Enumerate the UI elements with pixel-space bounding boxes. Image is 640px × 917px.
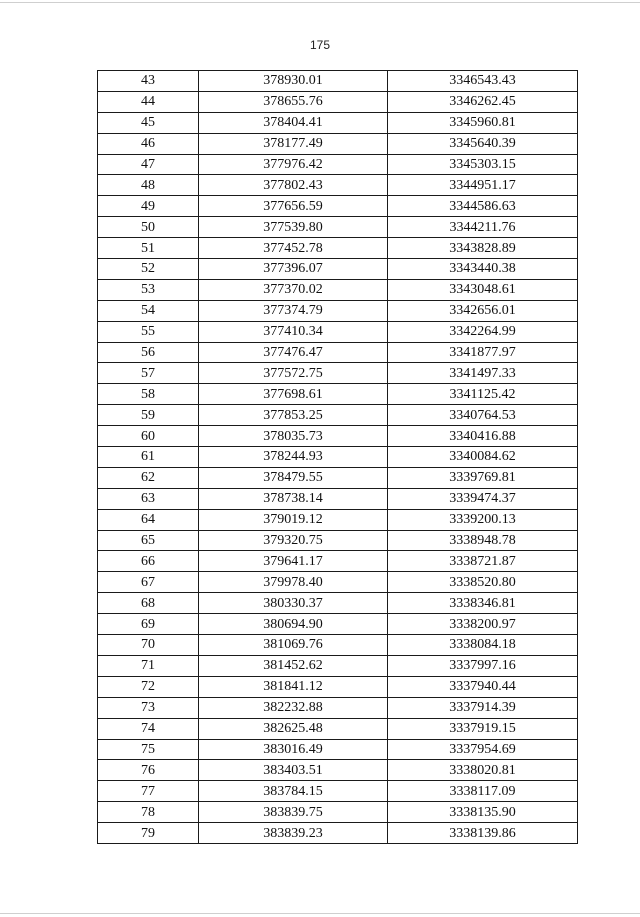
point-number-cell: 68 <box>98 593 199 614</box>
x-coordinate-cell: 383839.23 <box>199 823 388 844</box>
coordinate-table-body <box>98 71 578 844</box>
x-coordinate-cell: 377802.43 <box>199 175 388 196</box>
point-number-cell: 73 <box>98 697 199 718</box>
point-number-cell: 58 <box>98 384 199 405</box>
x-coordinate-cell: 381841.12 <box>199 676 388 697</box>
point-number-cell: 77 <box>98 781 199 802</box>
y-coordinate-cell: 3343440.38 <box>388 259 578 280</box>
y-coordinate-cell: 3341877.97 <box>388 342 578 363</box>
x-coordinate-cell: 377976.42 <box>199 154 388 175</box>
y-coordinate-cell: 3342656.01 <box>388 300 578 321</box>
y-coordinate-cell: 3337940.44 <box>388 676 578 697</box>
y-coordinate-cell: 3337954.69 <box>388 739 578 760</box>
y-coordinate-cell: 3338346.81 <box>388 593 578 614</box>
y-coordinate-cell: 3344951.17 <box>388 175 578 196</box>
x-coordinate-cell: 378404.41 <box>199 112 388 133</box>
x-coordinate-cell: 378177.49 <box>199 133 388 154</box>
point-number-cell: 74 <box>98 718 199 739</box>
x-coordinate-cell: 378244.93 <box>199 447 388 468</box>
x-coordinate-cell: 380694.90 <box>199 614 388 635</box>
top-rule <box>0 2 640 3</box>
x-coordinate-cell: 379019.12 <box>199 509 388 530</box>
x-coordinate-cell: 378738.14 <box>199 488 388 509</box>
point-number-cell: 62 <box>98 467 199 488</box>
table-row <box>98 426 578 447</box>
y-coordinate-cell: 3345960.81 <box>388 112 578 133</box>
point-number-cell: 72 <box>98 676 199 697</box>
y-coordinate-cell: 3343048.61 <box>388 279 578 300</box>
table-row <box>98 551 578 572</box>
x-coordinate-cell: 378479.55 <box>199 467 388 488</box>
point-number-cell: 59 <box>98 405 199 426</box>
point-number-cell: 70 <box>98 635 199 656</box>
y-coordinate-cell: 3344211.76 <box>388 217 578 238</box>
table-row <box>98 593 578 614</box>
x-coordinate-cell: 381069.76 <box>199 635 388 656</box>
y-coordinate-cell: 3338200.97 <box>388 614 578 635</box>
table-row <box>98 509 578 530</box>
x-coordinate-cell: 377396.07 <box>199 259 388 280</box>
point-number-cell: 75 <box>98 739 199 760</box>
table-row <box>98 175 578 196</box>
point-number-cell: 64 <box>98 509 199 530</box>
y-coordinate-cell: 3338721.87 <box>388 551 578 572</box>
table-row <box>98 447 578 468</box>
y-coordinate-cell: 3341497.33 <box>388 363 578 384</box>
table-row <box>98 300 578 321</box>
x-coordinate-cell: 378035.73 <box>199 426 388 447</box>
table-row <box>98 259 578 280</box>
point-number-cell: 53 <box>98 279 199 300</box>
x-coordinate-cell: 380330.37 <box>199 593 388 614</box>
x-coordinate-cell: 377476.47 <box>199 342 388 363</box>
x-coordinate-cell: 381452.62 <box>199 655 388 676</box>
y-coordinate-cell: 3339474.37 <box>388 488 578 509</box>
point-number-cell: 46 <box>98 133 199 154</box>
x-coordinate-cell: 377539.80 <box>199 217 388 238</box>
table-row <box>98 154 578 175</box>
y-coordinate-cell: 3339200.13 <box>388 509 578 530</box>
x-coordinate-cell: 377370.02 <box>199 279 388 300</box>
point-number-cell: 43 <box>98 71 199 92</box>
y-coordinate-cell: 3339769.81 <box>388 467 578 488</box>
x-coordinate-cell: 378655.76 <box>199 91 388 112</box>
y-coordinate-cell: 3342264.99 <box>388 321 578 342</box>
point-number-cell: 79 <box>98 823 199 844</box>
page-number: 175 <box>309 38 331 52</box>
point-number-cell: 60 <box>98 426 199 447</box>
x-coordinate-cell: 377374.79 <box>199 300 388 321</box>
x-coordinate-cell: 383016.49 <box>199 739 388 760</box>
x-coordinate-cell: 377698.61 <box>199 384 388 405</box>
table-row <box>98 530 578 551</box>
y-coordinate-cell: 3346262.45 <box>388 91 578 112</box>
y-coordinate-cell: 3340416.88 <box>388 426 578 447</box>
point-number-cell: 49 <box>98 196 199 217</box>
y-coordinate-cell: 3345303.15 <box>388 154 578 175</box>
y-coordinate-cell: 3338139.86 <box>388 823 578 844</box>
x-coordinate-cell: 377656.59 <box>199 196 388 217</box>
y-coordinate-cell: 3344586.63 <box>388 196 578 217</box>
x-coordinate-cell: 377853.25 <box>199 405 388 426</box>
y-coordinate-cell: 3338520.80 <box>388 572 578 593</box>
table-row <box>98 823 578 844</box>
y-coordinate-cell: 3343828.89 <box>388 238 578 259</box>
y-coordinate-cell: 3337919.15 <box>388 718 578 739</box>
y-coordinate-cell: 3340084.62 <box>388 447 578 468</box>
table-row <box>98 655 578 676</box>
x-coordinate-cell: 382232.88 <box>199 697 388 718</box>
point-number-cell: 76 <box>98 760 199 781</box>
table-row <box>98 363 578 384</box>
table-row <box>98 133 578 154</box>
table-row <box>98 676 578 697</box>
point-number-cell: 78 <box>98 802 199 823</box>
table-row <box>98 697 578 718</box>
table-row <box>98 91 578 112</box>
table-row <box>98 112 578 133</box>
table-row <box>98 739 578 760</box>
point-number-cell: 44 <box>98 91 199 112</box>
point-number-cell: 55 <box>98 321 199 342</box>
y-coordinate-cell: 3338948.78 <box>388 530 578 551</box>
table-row <box>98 718 578 739</box>
point-number-cell: 51 <box>98 238 199 259</box>
table-row <box>98 614 578 635</box>
table-row <box>98 342 578 363</box>
x-coordinate-cell: 379978.40 <box>199 572 388 593</box>
bottom-rule <box>0 913 640 914</box>
y-coordinate-cell: 3345640.39 <box>388 133 578 154</box>
y-coordinate-cell: 3337997.16 <box>388 655 578 676</box>
table-row <box>98 760 578 781</box>
y-coordinate-cell: 3341125.42 <box>388 384 578 405</box>
table-row <box>98 781 578 802</box>
point-number-cell: 56 <box>98 342 199 363</box>
point-number-cell: 50 <box>98 217 199 238</box>
point-number-cell: 65 <box>98 530 199 551</box>
table-row <box>98 467 578 488</box>
point-number-cell: 71 <box>98 655 199 676</box>
x-coordinate-cell: 377452.78 <box>199 238 388 259</box>
table-row <box>98 488 578 509</box>
y-coordinate-cell: 3338020.81 <box>388 760 578 781</box>
x-coordinate-cell: 377410.34 <box>199 321 388 342</box>
x-coordinate-cell: 383784.15 <box>199 781 388 802</box>
point-number-cell: 54 <box>98 300 199 321</box>
coordinate-table <box>97 70 578 844</box>
x-coordinate-cell: 378930.01 <box>199 71 388 92</box>
x-coordinate-cell: 379641.17 <box>199 551 388 572</box>
table-row <box>98 279 578 300</box>
point-number-cell: 48 <box>98 175 199 196</box>
table-row <box>98 572 578 593</box>
y-coordinate-cell: 3337914.39 <box>388 697 578 718</box>
y-coordinate-cell: 3346543.43 <box>388 71 578 92</box>
y-coordinate-cell: 3340764.53 <box>388 405 578 426</box>
x-coordinate-cell: 382625.48 <box>199 718 388 739</box>
point-number-cell: 45 <box>98 112 199 133</box>
point-number-cell: 52 <box>98 259 199 280</box>
point-number-cell: 66 <box>98 551 199 572</box>
table-row <box>98 196 578 217</box>
point-number-cell: 63 <box>98 488 199 509</box>
table-row <box>98 321 578 342</box>
y-coordinate-cell: 3338135.90 <box>388 802 578 823</box>
table-row <box>98 217 578 238</box>
x-coordinate-cell: 377572.75 <box>199 363 388 384</box>
table-row <box>98 635 578 656</box>
table-row <box>98 71 578 92</box>
y-coordinate-cell: 3338117.09 <box>388 781 578 802</box>
point-number-cell: 69 <box>98 614 199 635</box>
x-coordinate-cell: 383839.75 <box>199 802 388 823</box>
y-coordinate-cell: 3338084.18 <box>388 635 578 656</box>
point-number-cell: 47 <box>98 154 199 175</box>
table-row <box>98 384 578 405</box>
table-row <box>98 238 578 259</box>
point-number-cell: 61 <box>98 447 199 468</box>
table-row <box>98 405 578 426</box>
point-number-cell: 57 <box>98 363 199 384</box>
x-coordinate-cell: 383403.51 <box>199 760 388 781</box>
x-coordinate-cell: 379320.75 <box>199 530 388 551</box>
point-number-cell: 67 <box>98 572 199 593</box>
table-row <box>98 802 578 823</box>
